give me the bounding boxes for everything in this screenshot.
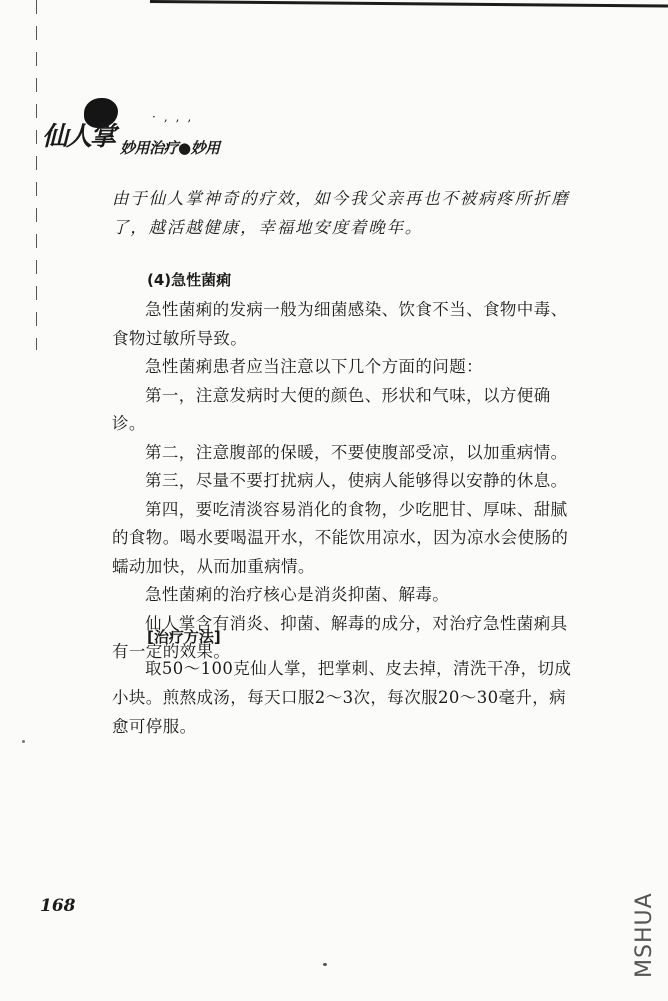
body-paragraph: 急性菌痢的治疗核心是消炎抑菌、解毒。 bbox=[145, 585, 450, 604]
top-rule bbox=[150, 0, 668, 8]
treatment-heading: [治疗方法] bbox=[147, 628, 221, 646]
margin-speck bbox=[323, 963, 327, 966]
treatment-body bbox=[112, 654, 582, 741]
section-body bbox=[112, 296, 582, 667]
margin-speck bbox=[22, 740, 25, 743]
body-paragraph: 第三，尽量不要打扰病人，使病人能够得以安静的休息。 bbox=[145, 471, 568, 490]
body-paragraph: 急性菌痢患者应当注意以下几个方面的问题： bbox=[145, 357, 483, 376]
body-paragraph: 仙人掌含有消炎、抑菌、解毒的成分，对治疗急性菌痢具有一定的效果。 bbox=[112, 613, 568, 661]
body-paragraph: 第一，注意发病时大便的颜色、形状和气味，以方便确诊。 bbox=[112, 385, 551, 433]
body-paragraph: 第四，要吃清淡容易消化的食物，少吃肥甘、厚味、甜腻的食物。喝水要喝温开水，不能饮用凉水，因为凉水会使肠的蠕动加快，从而加重病情。 bbox=[112, 499, 569, 576]
page-number: 168 bbox=[40, 896, 76, 916]
intro-paragraph: 由于仙人掌神奇的疗效，如今我父亲再也不被病疼所折磨了，越活越健康，幸福地安度着晚年。 bbox=[112, 189, 570, 237]
watermark: MSHUA bbox=[632, 892, 657, 978]
book-title: 仙人掌 bbox=[42, 122, 115, 152]
section-heading: (4)急性菌痢 bbox=[147, 271, 232, 289]
book-subtitle: 妙用治疗●妙用 bbox=[120, 139, 220, 157]
treatment-paragraph: 取50～100克仙人掌，把掌刺、皮去掉，清洗干净，切成小块。煎熬成汤，每天口服2～3次，每次服20～30毫升，病愈可停服。 bbox=[112, 659, 572, 736]
body-paragraph: 急性菌痢的发病一般为细菌感染、饮食不当、食物中毒、食物过敏所导致。 bbox=[112, 300, 568, 348]
book-header-logo bbox=[40, 98, 240, 168]
left-margin-rule bbox=[36, 0, 37, 350]
decorative-dots: ·,,, bbox=[152, 110, 200, 124]
body-paragraph: 第二，注意腹部的保暖，不要使腹部受凉，以加重病情。 bbox=[145, 442, 568, 462]
